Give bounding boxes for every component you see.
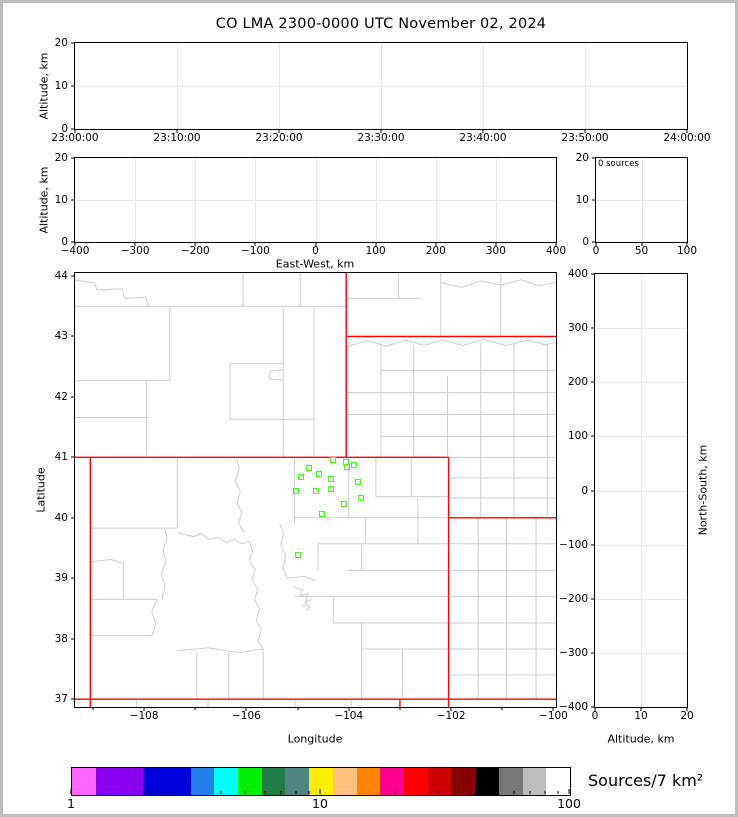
colorbar-label: Sources/7 km² <box>588 771 704 790</box>
x-minor-tick <box>502 707 503 710</box>
x-tick-label: −102 <box>436 710 466 722</box>
y-tick <box>71 396 75 397</box>
colorbar-segment <box>96 768 143 795</box>
ns-panel-ylabel: North-South, km <box>696 444 710 536</box>
y-gridline <box>75 200 556 201</box>
y-gridline <box>595 491 687 492</box>
x-tick-label: −104 <box>334 710 364 722</box>
colorbar-segment <box>404 768 428 795</box>
x-tick-label: −300 <box>120 245 150 257</box>
y-tick-label: 10 <box>54 79 68 92</box>
y-tick-label: −400 <box>559 700 588 713</box>
x-tick-label: −106 <box>231 710 261 722</box>
y-gridline <box>595 436 687 437</box>
y-tick-label: 41 <box>54 451 68 464</box>
colorbar-segment <box>214 768 238 795</box>
x-tick-label: 0 <box>312 245 319 257</box>
y-tick <box>71 699 75 700</box>
panel-source-histogram <box>575 151 698 257</box>
x-tick-label: −400 <box>60 245 90 257</box>
y-tick <box>71 200 75 201</box>
y-tick <box>71 129 75 130</box>
x-tick-label: 23:40:00 <box>459 132 507 144</box>
station-marker <box>330 457 336 463</box>
station-marker <box>351 462 357 468</box>
y-tick-label: 44 <box>54 269 68 282</box>
y-tick-label: 10 <box>54 193 68 206</box>
y-gridline <box>595 545 687 546</box>
y-tick-label: 39 <box>54 572 68 584</box>
x-minor-tick <box>92 707 93 710</box>
panel-time-altitude <box>51 36 711 144</box>
y-tick-label: 0 <box>581 484 588 497</box>
y-gridline <box>596 200 687 201</box>
x-tick-label: −200 <box>180 245 210 257</box>
ew-panel-ylabel: Altitude, km <box>37 166 51 234</box>
station-marker <box>316 471 322 477</box>
y-tick-label: −100 <box>559 538 588 551</box>
y-tick-label: 42 <box>54 390 68 403</box>
source-count-annotation: 0 sources <box>598 159 639 169</box>
colorbar-segment <box>191 768 215 795</box>
x-tick-label: 24:00:00 <box>663 132 711 144</box>
station-marker <box>293 488 299 494</box>
x-tick-label: −108 <box>129 710 159 722</box>
colorbar-segment <box>333 768 357 795</box>
y-tick <box>71 86 75 87</box>
y-tick-label: 400 <box>567 267 588 280</box>
colorbar-segment <box>428 768 452 795</box>
x-tick-label: 400 <box>545 245 567 257</box>
y-tick <box>591 436 595 437</box>
x-tick-label: 300 <box>485 245 506 257</box>
x-tick-label: 50 <box>634 245 649 257</box>
y-gridline <box>595 328 687 329</box>
x-tick-label: 23:00:00 <box>51 132 99 144</box>
y-gridline <box>595 382 687 383</box>
x-tick-label: 0 <box>591 710 599 722</box>
y-tick <box>591 544 595 545</box>
y-tick <box>592 200 596 201</box>
x-tick-label: 23:30:00 <box>357 132 405 144</box>
y-tick <box>71 578 75 579</box>
ns-panel-xlabel: Altitude, km <box>607 732 675 746</box>
x-tick-label: 100 <box>676 245 698 257</box>
x-tick-label: −100 <box>240 245 270 257</box>
station-marker <box>344 464 350 470</box>
colorbar-segment <box>380 768 404 795</box>
y-tick-label: 38 <box>54 632 68 645</box>
y-tick <box>591 490 595 491</box>
colorbar-segment <box>499 768 523 795</box>
x-tick-label: 23:50:00 <box>561 132 609 144</box>
y-tick <box>71 158 75 159</box>
x-minor-tick <box>399 707 400 710</box>
x-tick-label: 10 <box>634 710 648 722</box>
y-tick-label: 0 <box>61 122 68 135</box>
colorbar-segment <box>238 768 262 795</box>
colorbar-tick-label: 1 <box>67 796 75 811</box>
station-marker <box>306 465 312 471</box>
x-tick-label: 23:20:00 <box>255 132 303 144</box>
map-ylabel: Latitude <box>34 467 48 513</box>
y-tick-label: 0 <box>61 235 68 248</box>
station-marker <box>298 474 304 480</box>
map-xlabel: Longitude <box>287 732 343 746</box>
panel-plan-view-map <box>54 269 568 722</box>
x-minor-tick <box>195 707 196 710</box>
colorbar-segment <box>285 768 309 795</box>
colorbar-segment <box>475 768 499 795</box>
x-tick-label: 20 <box>680 710 694 722</box>
y-tick <box>71 457 75 458</box>
colorbar <box>71 767 571 796</box>
y-tick <box>71 517 75 518</box>
y-tick-label: −300 <box>559 646 588 659</box>
y-gridline <box>75 86 687 87</box>
station-marker <box>341 501 347 507</box>
y-tick-label: −200 <box>559 592 588 605</box>
y-tick-label: 43 <box>54 330 68 343</box>
y-tick <box>592 158 596 159</box>
x-tick-label: 23:10:00 <box>153 132 201 144</box>
ew-panel-xlabel: East-West, km <box>275 257 355 271</box>
colorbar-segment <box>546 768 570 795</box>
x-tick-label: 100 <box>365 245 386 257</box>
y-tick <box>591 382 595 383</box>
x-tick-label: 0 <box>592 245 600 257</box>
station-marker <box>358 495 364 501</box>
y-tick-label: 20 <box>54 151 68 164</box>
station-marker <box>355 479 361 485</box>
y-gridline <box>595 653 687 654</box>
colorbar-segment <box>143 768 190 795</box>
y-tick <box>591 328 595 329</box>
y-tick <box>592 242 596 243</box>
y-tick-label: 20 <box>54 36 68 49</box>
figure-title: CO LMA 2300-0000 UTC November 02, 2024 <box>215 16 547 32</box>
station-marker <box>328 486 334 492</box>
y-tick <box>591 274 595 275</box>
panel-northsouth-altitude <box>559 267 694 722</box>
y-tick <box>71 638 75 639</box>
y-tick <box>591 598 595 599</box>
y-tick <box>71 336 75 337</box>
y-tick-label: 40 <box>54 511 68 524</box>
y-tick-label: 100 <box>567 430 588 443</box>
colorbar-segment <box>451 768 475 795</box>
y-gridline <box>595 599 687 600</box>
y-tick-label: 37 <box>54 692 68 705</box>
colorbar-segment <box>72 768 96 795</box>
y-tick-label: 10 <box>575 193 589 206</box>
colorbar-segment <box>523 768 547 795</box>
y-tick <box>591 707 595 708</box>
y-tick-label: 200 <box>567 376 588 388</box>
time-panel-ylabel: Altitude, km <box>37 52 51 120</box>
y-tick <box>71 242 75 243</box>
y-tick-label: 300 <box>567 321 588 334</box>
y-tick-label: 0 <box>582 235 589 248</box>
colorbar-tick-label: 100 <box>557 796 581 811</box>
station-marker <box>313 488 319 494</box>
y-tick <box>71 43 75 44</box>
y-tick-label: 20 <box>575 151 589 164</box>
x-minor-tick <box>297 707 298 710</box>
station-marker <box>319 511 325 517</box>
station-marker <box>328 476 334 482</box>
station-marker <box>295 552 301 558</box>
colorbar-tick-label: 10 <box>312 796 328 811</box>
panel-eastwest-altitude <box>54 151 567 257</box>
y-tick <box>591 652 595 653</box>
colorbar-segment <box>309 768 333 795</box>
y-tick <box>71 276 75 277</box>
x-tick-label: 200 <box>425 245 446 257</box>
colorbar-segment <box>357 768 381 795</box>
colorbar-segment <box>262 768 286 795</box>
x-tick-label: −100 <box>539 710 568 722</box>
